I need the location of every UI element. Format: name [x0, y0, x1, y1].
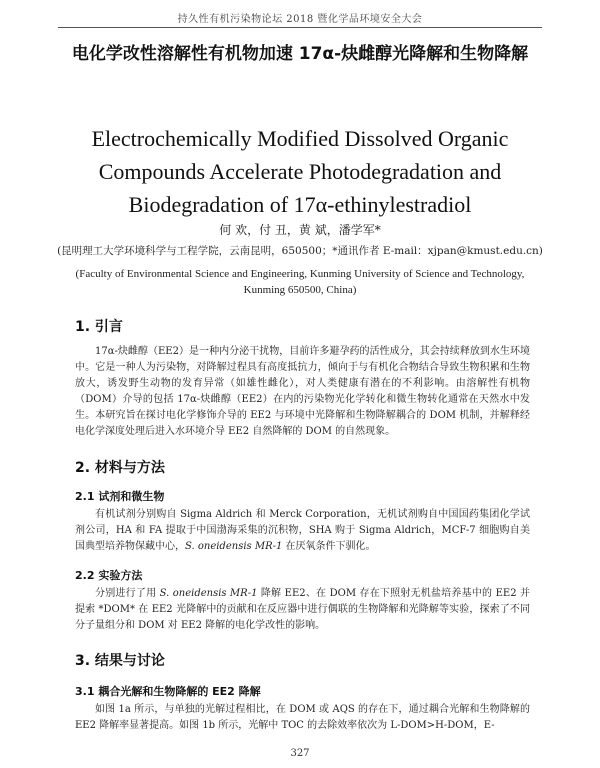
methods-text-a: 分别进行了用 [95, 588, 160, 599]
title-english: Electrochemically Modified Dissolved Organic Compounds Accelerate Photodegradation and Biodegradation of 17α-ethinylestradiol [91, 126, 509, 217]
methods-text-b: 降解 EE2、在 DOM 存在下照射无机盐培养基中的 EE2 并提索 *DOM* 在 EE2 光降解中的贡献和在反应器中进行偶联的生物降解和光降解等实验，探索了不同分子量组分和 DOM 对 EE2 降解的电化学改性的影响。 [75, 588, 530, 631]
section-heading-introduction: 1. 引言 [75, 319, 123, 335]
reagents-text-a: 有机试剂分别购自 Sigma Aldrich 和 Merck Corporation，无机试剂购自中国国药集团化学试剂公司，HA 和 FA 提取于中国渤海采集的沉积物，SHA 购于 Sigma Aldrich，MCF-7 细胞购自美国典型培养物保藏中心， [75, 509, 530, 552]
species-name: S. oneidensis MR-1 [159, 588, 258, 599]
subsection-heading-methods: 2.2 实验方法 [75, 569, 143, 582]
species-name: S. oneidensis MR-1 [185, 541, 283, 552]
reagents-paragraph [75, 507, 530, 555]
section-heading-results-discussion: 3. 结果与讨论 [75, 653, 165, 669]
section-heading-materials-methods: 2. 材料与方法 [75, 460, 165, 476]
title-chinese: 电化学改性溶解性有机物加速 17α-炔雌醇光降解和生物降解 [71, 44, 529, 64]
header-divider [58, 27, 542, 28]
running-header: 持久性有机污染物论坛 2018 暨化学品环境安全大会 [177, 14, 423, 25]
affiliation-english: (Faculty of Environmental Science and Engineering, Kunming University of Science and Technology, Kunming 650500, China) [75, 268, 525, 296]
methods-paragraph [75, 586, 530, 634]
results-paragraph: 如图 1a 所示，与单独的光解过程相比，在 DOM 或 AQS 的存在下，通过耦合光解和生物降解的 EE2 降解率显著提高。如图 1b 所示，光解中 TOC 的去除效率依次为 L-DOM>H-DOM，E- [75, 704, 530, 731]
page-number: 327 [290, 748, 310, 759]
affiliation-chinese: (昆明理工大学环境科学与工程学院，云南昆明，650500；*通讯作者 E-mail：xjpan@kmust.edu.cn) [57, 245, 543, 257]
subsection-heading-reagents: 2.1 试剂和微生物 [75, 490, 165, 503]
introduction-paragraph: 17α-炔雌醇（EE2）是一种内分泌干扰物，目前许多避孕药的活性成分，其会持续释放到水生环境中。它是一种人为污染物，对降解过程具有高度抵抗力，倾向于与有机化合物结合导致生物积累和生物放大，诱发野生动物的发育异常（如雄性雌化），对人类健康有潜在的不利影响。由溶解性有机物（DOM）介导的包括 17α-炔雌醇（EE2）在内的污染物光化学转化和微生物转化通常在天然水中发生。本研究旨在探讨电化学修饰介导的 EE2 与环境中光降解和生物降解耦合的 DOM 机制，并解释经电化学深度处理后进入水环境介导 EE2 自然降解的 DOM 的自然现象。 [75, 346, 530, 437]
reagents-text-b: 在厌氧条件下驯化。 [282, 541, 376, 552]
subsection-heading-coupled-degradation: 3.1 耦合光解和生物降解的 EE2 降解 [75, 685, 261, 698]
author-list: 何 欢，付 丑，黄 斌，潘学军* [219, 223, 381, 237]
